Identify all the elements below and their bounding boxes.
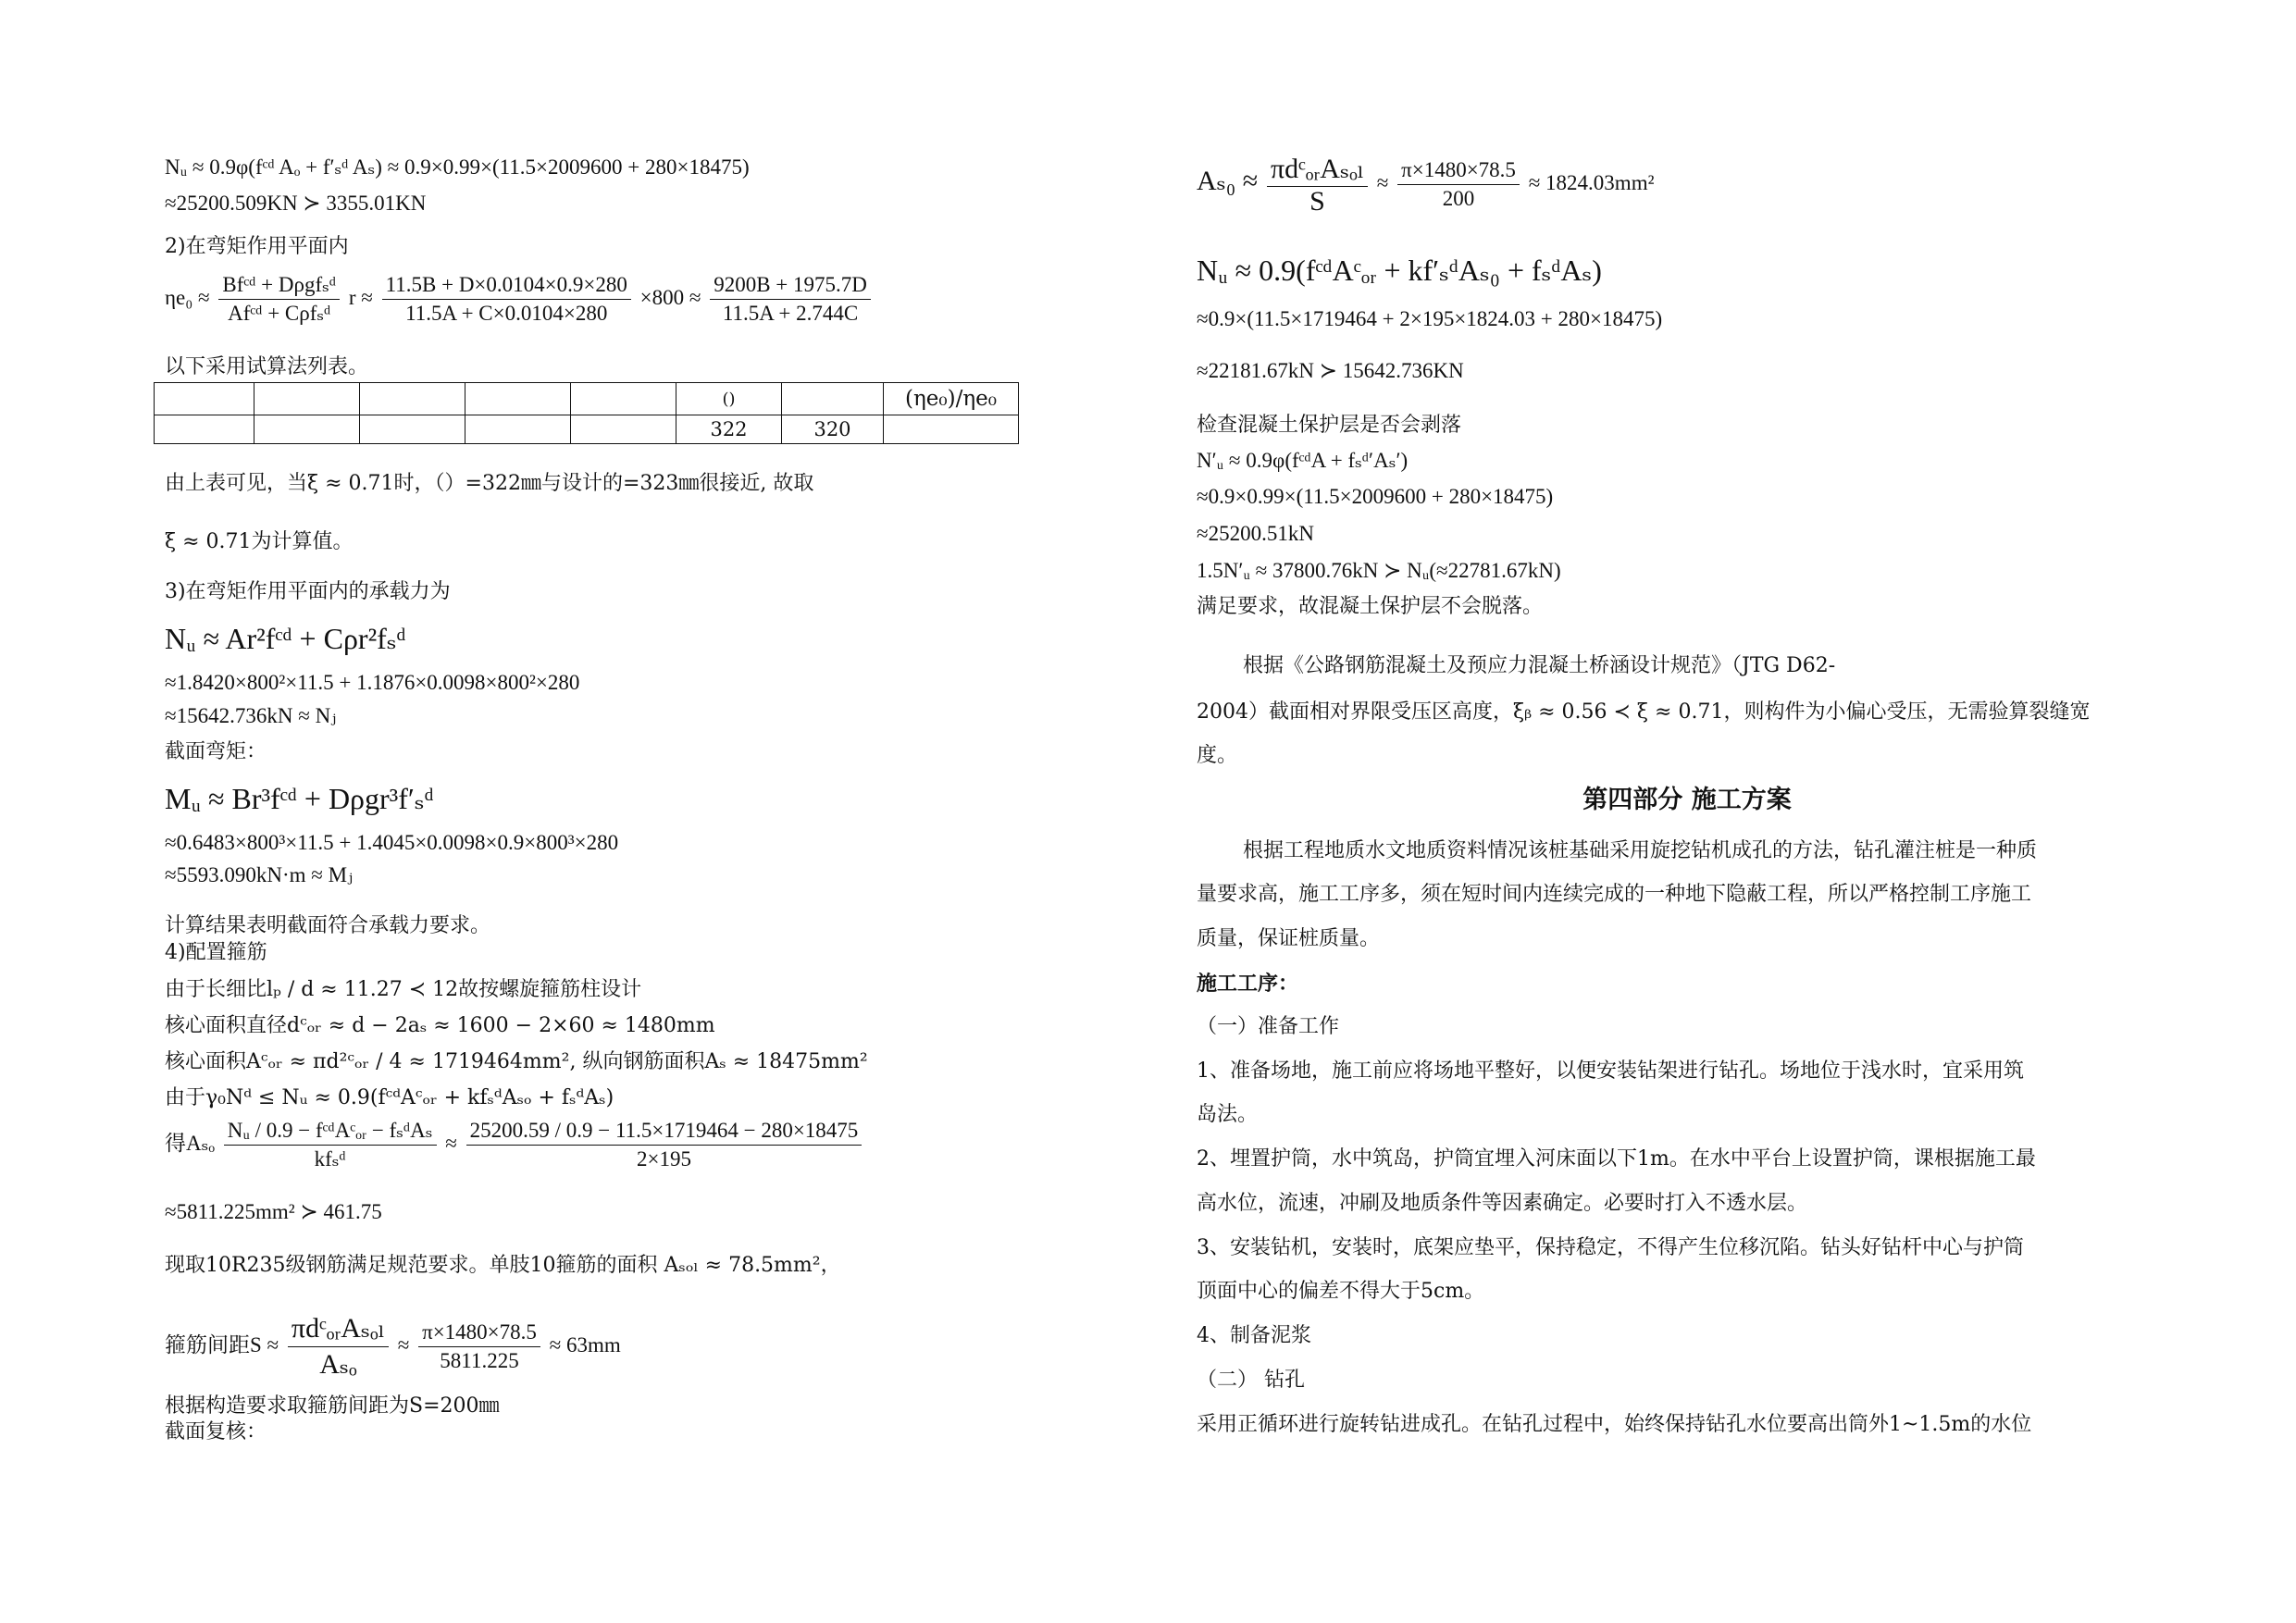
table-cell [155, 383, 254, 415]
frac-numerator: Nᵤ / 0.9 − fᶜᵈAᶜₒᵣ − fₛᵈAₛ [224, 1118, 437, 1146]
frac-numerator: Bfᶜᵈ + Dρgfₛᵈ [218, 272, 340, 300]
table-cell [254, 383, 360, 415]
formula-cover-comparison: 1.5N′ᵤ ≈ 37800.76kN ≻ Nᵤ(≈22781.67kN) [1197, 559, 1561, 582]
eta-e0-frac-simplified [710, 272, 871, 327]
eta-e0-mid2: ×800 ≈ [639, 285, 701, 309]
spacing-prefix: 箍筋间距S ≈ [165, 1332, 279, 1357]
frac-numerator: π×1480×78.5 [1397, 157, 1520, 185]
table-cell [360, 415, 465, 444]
step-1-line1: 1、准备场地，施工前应将场地平整好，以便安装钻架进行钻孔。场地位于浅水时，宜采用筑 [1197, 1059, 2025, 1083]
aso-mid: ≈ [445, 1131, 457, 1155]
trial-calculation-table [154, 382, 1019, 444]
formula-nu-prime: N′ᵤ ≈ 0.9φ(fᶜᵈA + fₛᵈ′Aₛ′) [1197, 449, 1409, 472]
frac-denominator: 11.5A + 2.744C [722, 302, 859, 325]
eta-e0-frac-substituted [382, 272, 631, 327]
drilling-description: 采用正循环进行旋转钻进成孔。在钻孔过程中，始终保持钻孔水位要高出筒外1~1.5m的水位 [1197, 1413, 2032, 1436]
section-4-heading: 4)配置箍筋 [165, 941, 267, 964]
capacity-conclusion: 计算结果表明截面符合承载力要求。 [165, 914, 491, 937]
frac-denominator: 11.5A + C×0.0104×280 [405, 302, 608, 325]
section-3-heading: 3)在弯矩作用平面内的承载力为 [165, 580, 451, 603]
formula-aso [165, 1118, 865, 1172]
spiral-capacity-condition: 由于γ₀Nᵈ ≤ Nᵤ ≈ 0.9(fᶜᵈAᶜₒᵣ + kfₛᵈAₛₒ + fₛᵈAₛ) [165, 1086, 614, 1109]
step-drilling: （二） 钻孔 [1197, 1369, 1305, 1392]
section-recheck-label: 截面复核： [165, 1420, 267, 1443]
table-cell [155, 415, 254, 444]
spacing-frac-general [288, 1312, 389, 1381]
formula-nu-spiral-substituted: ≈0.9×(11.5×1719464 + 2×195×1824.03 + 280×18475) [1197, 307, 1663, 330]
formula-nu-spiral: Nᵤ ≈ 0.9(fᶜᵈAᶜₒᵣ + kf′ₛᵈAₛ₀ + fₛᵈAₛ) [1197, 254, 1602, 287]
formula-mu-substituted: ≈0.6483×800³×11.5 + 1.4045×0.0098×0.9×800³×280 [165, 831, 619, 854]
formula-spacing [165, 1312, 621, 1381]
as0-mid: ≈ [1376, 170, 1389, 194]
cover-check-heading: 检查混凝土保护层是否会剥落 [1197, 414, 1462, 437]
as0-prefix: Aₛ₀ ≈ [1197, 165, 1259, 196]
formula-as0 [1197, 154, 1655, 216]
cover-conclusion: 满足要求，故混凝土保护层不会脱落。 [1197, 595, 1544, 618]
table-cell: 320 [782, 415, 884, 444]
eccentricity-check-end: 度。 [1197, 744, 1238, 767]
construction-intro-line2: 量要求高，施工工序多，须在短时间内连续完成的一种地下隐蔽工程，所以严格控制工序施工 [1197, 883, 2032, 906]
section-2-heading: 2)在弯矩作用平面内 [165, 235, 349, 258]
spacing-post: ≈ 63mm [549, 1332, 621, 1357]
as0-frac-general [1267, 154, 1368, 216]
frac-denominator: Afᶜᵈ + Cρfₛᵈ [228, 302, 331, 325]
as0-post: ≈ 1824.03mm² [1528, 170, 1655, 194]
frac-denominator: S [1309, 186, 1325, 217]
frac-denominator: 5811.225 [440, 1349, 519, 1372]
core-diameter: 核心面积直径dᶜₒᵣ ≈ d − 2aₛ ≈ 1600 − 2×60 ≈ 1480mm [165, 1014, 715, 1037]
table-row [155, 383, 1019, 415]
spacing-mid: ≈ [397, 1332, 410, 1357]
eta-e0-prefix: ηe₀ ≈ [165, 285, 210, 309]
xi-adopted: ξ ≈ 0.71为计算值。 [165, 530, 354, 553]
step-3-line2: 顶面中心的偏差不得大于5cm。 [1197, 1280, 1485, 1303]
table-row [155, 415, 1019, 444]
trial-table-intro: 以下采用试算法列表。 [165, 355, 369, 378]
frac-denominator: kfₛᵈ [314, 1147, 346, 1171]
procedure-heading: 施工工序： [1197, 972, 1299, 996]
table-cell [360, 383, 465, 415]
core-area: 核心面积Aᶜₒᵣ ≈ πd²ᶜₒᵣ / 4 ≈ 1719464mm², 纵向钢筋面积Aₛ ≈ 18475mm² [165, 1050, 868, 1073]
aso-frac-general [224, 1118, 437, 1172]
frac-numerator: πdᶜₒᵣAₛₒₗ [1267, 154, 1368, 187]
part-four-title: 第四部分 施工方案 [1582, 786, 1792, 814]
construction-intro-line1: 根据工程地质水文地质资料情况该桩基础采用旋挖钻机成孔的方法，钻孔灌注桩是一种质 [1243, 839, 2038, 862]
step-1-line2: 岛法。 [1197, 1103, 1259, 1126]
frac-denominator: 2×195 [636, 1147, 691, 1171]
frac-numerator: π×1480×78.5 [418, 1319, 540, 1347]
trial-conclusion: 由上表可见，当ξ ≈ 0.71时，（）=322㎜与设计的=323㎜很接近, 故取 [165, 472, 814, 495]
table-cell: 322 [676, 415, 782, 444]
aso-value: ≈5811.225mm² ≻ 461.75 [165, 1200, 382, 1223]
table-cell [465, 383, 571, 415]
formula-nu-capacity: Nᵤ ≈ Ar²fᶜᵈ + Cρr²fₛᵈ [165, 622, 406, 655]
frac-numerator: 11.5B + D×0.0104×0.9×280 [382, 272, 631, 300]
step-preparation: （一）准备工作 [1197, 1015, 1340, 1038]
formula-nu-spiral-value: ≈22181.67kN ≻ 15642.736KN [1197, 359, 1464, 382]
table-cell [571, 383, 676, 415]
spacing-adopted: 根据构造要求取箍筋间距为S=200㎜ [165, 1394, 500, 1418]
step-3-line1: 3、安装钻机，安装时，底架应垫平，保持稳定，不得产生位移沉陷。钻头好钻杆中心与护筒 [1197, 1236, 2025, 1259]
formula-nu-substituted: ≈1.8420×800²×11.5 + 1.1876×0.0098×800²×280 [165, 671, 580, 694]
formula-eta-e0 [165, 272, 875, 327]
frac-numerator: πdᶜₒᵣAₛₒₗ [288, 1312, 389, 1347]
as0-frac-substituted [1397, 157, 1520, 212]
frac-numerator: 9200B + 1975.7D [710, 272, 871, 300]
table-cell [884, 415, 1019, 444]
table-cell [782, 383, 884, 415]
formula-mu-capacity: Mᵤ ≈ Br³fᶜᵈ + Dρgr³f′ₛᵈ [165, 782, 434, 815]
code-reference: 根据《公路钢筋混凝土及预应力混凝土桥涵设计规范》（JTG D62- [1243, 654, 1836, 677]
formula-nu-value: ≈15642.736kN ≈ Nⱼ [165, 704, 337, 727]
section-moment-label: 截面弯矩： [165, 740, 267, 763]
frac-denominator: Aₛₒ [319, 1349, 357, 1380]
frac-numerator: 25200.59 / 0.9 − 11.5×1719464 − 280×18475 [466, 1118, 863, 1146]
formula-nu-prime-substituted: ≈0.9×0.99×(11.5×2009600 + 280×18475) [1197, 485, 1554, 508]
aso-prefix: 得Aₛₒ [165, 1131, 215, 1155]
formula-nu-prime-value: ≈25200.51kN [1197, 522, 1314, 545]
step-4: 4、制备泥浆 [1197, 1324, 1311, 1347]
eta-e0-mid1: r ≈ [348, 285, 373, 309]
table-cell [465, 415, 571, 444]
formula-nu-result: ≈25200.509KN ≻ 3355.01KN [165, 192, 427, 215]
step-2-line2: 高水位，流速，冲刷及地质条件等因素确定。必要时打入不透水层。 [1197, 1192, 1808, 1215]
stirrup-choice: 现取10R235级钢筋满足规范要求。单肢10箍筋的面积 Aₛₒₗ ≈ 78.5mm²， [165, 1254, 841, 1277]
slenderness-check: 由于长细比lₚ / d ≈ 11.27 ≺ 12故按螺旋箍筋柱设计 [165, 978, 642, 1001]
step-2-line1: 2、埋置护筒，水中筑岛，护筒宜埋入河床面以下1m。在水中平台上设置护筒，课根据施工最 [1197, 1147, 2036, 1171]
table-cell [571, 415, 676, 444]
formula-mu-value: ≈5593.090kN·m ≈ Mⱼ [165, 863, 354, 886]
frac-denominator: 200 [1442, 187, 1475, 210]
formula-nu-axial: Nᵤ ≈ 0.9φ(fᶜᵈ Aₒ + f′ₛᵈ Aₛ) ≈ 0.9×0.99×(11.5×2009600 + 280×18475) [165, 155, 750, 179]
table-cell [254, 415, 360, 444]
construction-intro-line3: 质量，保证桩质量。 [1197, 927, 1381, 950]
table-cell: () [676, 383, 782, 415]
eta-e0-frac-general [218, 272, 340, 327]
eccentricity-check: 2004）截面相对界限受压区高度，ξᵦ ≈ 0.56 ≺ ξ ≈ 0.71，则构件为小偏心受压，无需验算裂缝宽 [1197, 700, 2091, 724]
spacing-frac-substituted [418, 1319, 540, 1374]
table-cell: (ηe₀)/ηe₀ [884, 383, 1019, 415]
aso-frac-substituted [466, 1118, 863, 1172]
